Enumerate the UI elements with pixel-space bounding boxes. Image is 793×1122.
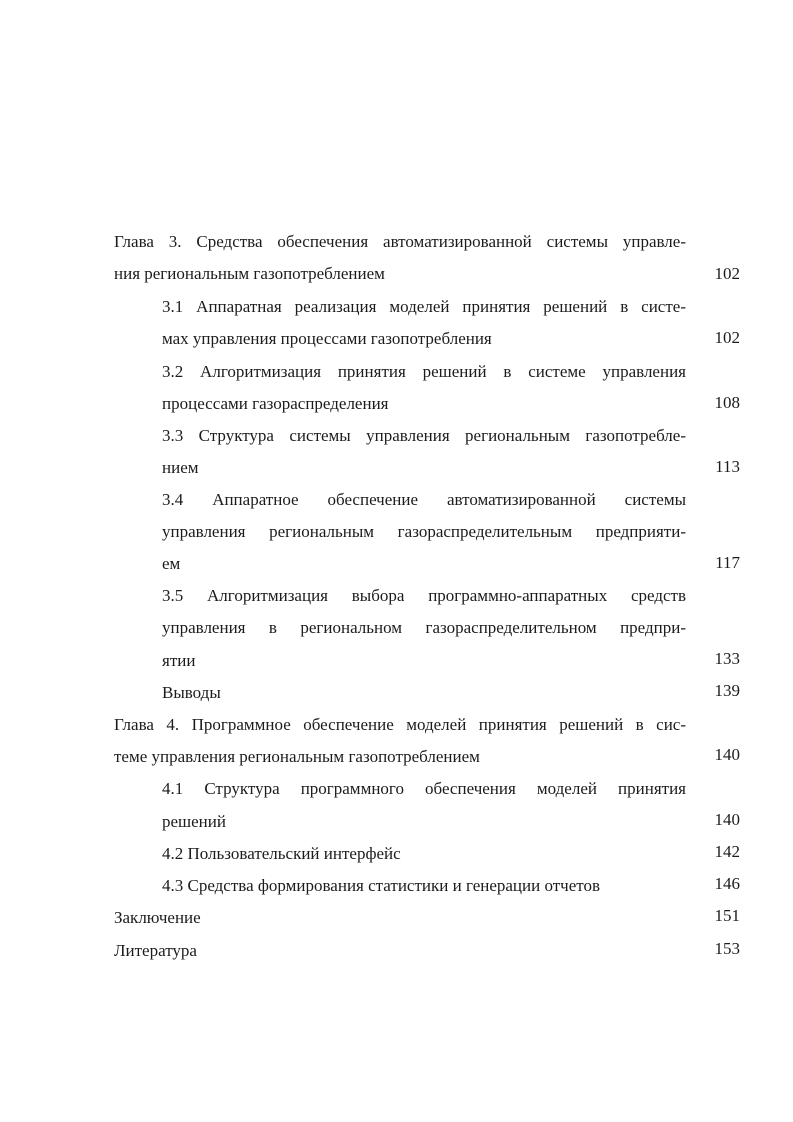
toc-entry-title-line: 3.1 Аппаратная реализация моделей принятия решений в систе-	[162, 297, 686, 316]
toc-page-number: 139	[714, 681, 740, 700]
toc-entry-title-line: 3.2 Алгоритмизация принятия решений в системе управления	[162, 362, 686, 381]
toc-page-number: 146	[714, 874, 740, 893]
toc-entry-title-line: Выводы	[162, 683, 221, 702]
toc-entry-title-line: 4.2 Пользовательский интерфейс	[162, 844, 401, 863]
toc-entry-title-line: 3.5 Алгоритмизация выбора программно-аппаратных средств	[162, 586, 686, 605]
toc-entry-title-line: 3.4 Аппаратное обеспечение автоматизированной системы	[162, 490, 686, 509]
toc-entry-title-line: ятии	[162, 651, 196, 670]
toc-entry-title-line: ния региональным газопотреблением	[114, 264, 385, 283]
toc-page-number: 140	[714, 745, 740, 764]
toc-entry-title-line: Заключение	[114, 908, 201, 927]
toc-entry-title-line: теме управления региональным газопотреблением	[114, 747, 480, 766]
toc-entry-title-line: 4.3 Средства формирования статистики и генерации отчетов	[162, 876, 601, 895]
toc-entry-title-line: 3.3 Структура системы управления региональным газопотребле-	[162, 426, 686, 445]
toc-entry-title-line: Литература	[114, 941, 197, 960]
toc-page-number: 151	[714, 906, 740, 925]
toc-page-number: 117	[715, 553, 740, 572]
toc-entry-title-line: ем	[162, 554, 181, 573]
toc-entry-title-line: мах управления процессами газопотребления	[162, 329, 492, 348]
toc-entry-title-line: Глава 4. Программное обеспечение моделей принятия решений в сис-	[114, 715, 686, 734]
toc-page-number: 108	[714, 393, 740, 412]
toc-entry-title-line: управления региональным газораспределительным предприяти-	[162, 522, 686, 541]
toc-page-number: 133	[714, 649, 740, 668]
toc-page-number: 142	[714, 842, 740, 861]
toc-page-number: 113	[715, 457, 740, 476]
toc-entry-title-line: нием	[162, 458, 199, 477]
toc-entry-title-line: решений	[162, 812, 226, 831]
toc-page-number: 153	[714, 939, 740, 958]
toc-page-number: 102	[714, 264, 740, 283]
toc-entry-title-line: управления в региональном газораспределительном предпри-	[162, 618, 686, 637]
toc-entry-title-line: процессами газораспределения	[162, 394, 389, 413]
toc-entry-title-line: 4.1 Структура программного обеспечения моделей принятия	[162, 779, 686, 798]
toc-entry-title-line: Глава 3. Средства обеспечения автоматизированной системы управле-	[114, 232, 686, 251]
toc-page-number: 140	[714, 810, 740, 829]
toc-page-number: 102	[714, 328, 740, 347]
